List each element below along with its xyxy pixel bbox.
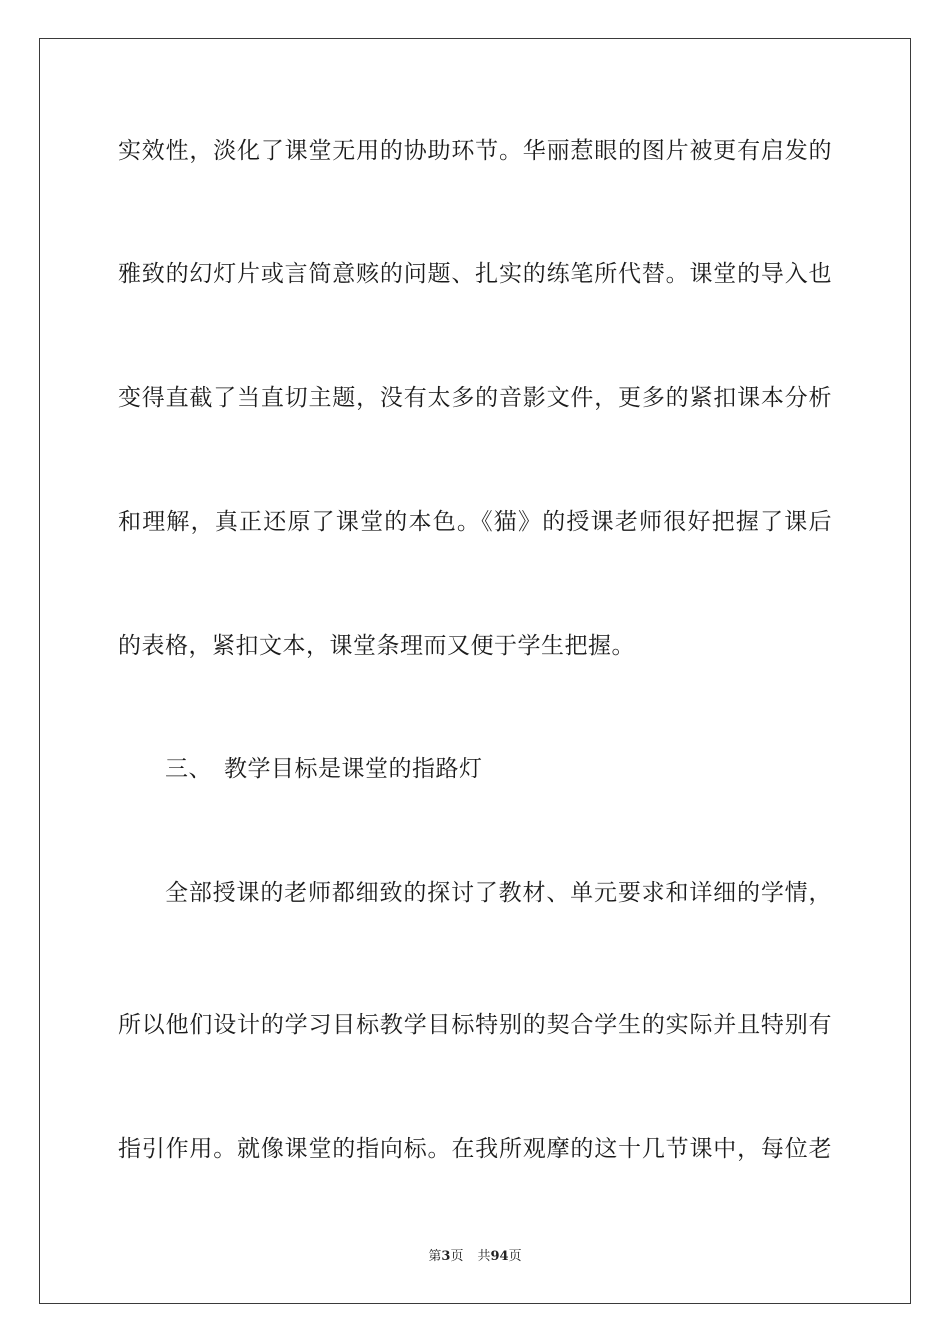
body-line-7: 所以他们设计的学习目标教学目标特别的契合学生的实际并且特别有 (118, 1012, 832, 1038)
page-total: 94 (490, 1249, 509, 1264)
page-border (39, 38, 911, 1304)
total-suffix: 页 (508, 1249, 522, 1264)
body-line-6: 全部授课的老师都细致的探讨了教材、单元要求和详细的学情， (165, 880, 832, 906)
page-prefix: 第 (428, 1249, 442, 1264)
body-line-4: 和理解，真正还原了课堂的本色。《猫》的授课老师很好把握了课后 (118, 509, 832, 535)
body-line-3: 变得直截了当直切主题，没有太多的音影文件，更多的紧扣课本分析 (118, 385, 832, 411)
total-prefix: 共 (477, 1249, 491, 1264)
body-line-1: 实效性，淡化了课堂无用的协助环节。华丽惹眼的图片被更有启发的 (118, 138, 832, 164)
section-heading (165, 754, 483, 784)
section-number: 三、 (165, 756, 212, 782)
page-suffix: 页 (450, 1249, 464, 1264)
body-line-2: 雅致的幻灯片或言简意赅的问题、扎实的练笔所代替。课堂的导入也 (118, 261, 832, 287)
section-title: 教学目标是课堂的指路灯 (224, 756, 483, 782)
page-current: 3 (441, 1249, 451, 1264)
page-footer (0, 1248, 950, 1266)
body-line-5: 的表格，紧扣文本，课堂条理而又便于学生把握。 (118, 633, 635, 659)
body-line-8: 指引作用。就像课堂的指向标。在我所观摩的这十几节课中，每位老 (118, 1136, 832, 1162)
